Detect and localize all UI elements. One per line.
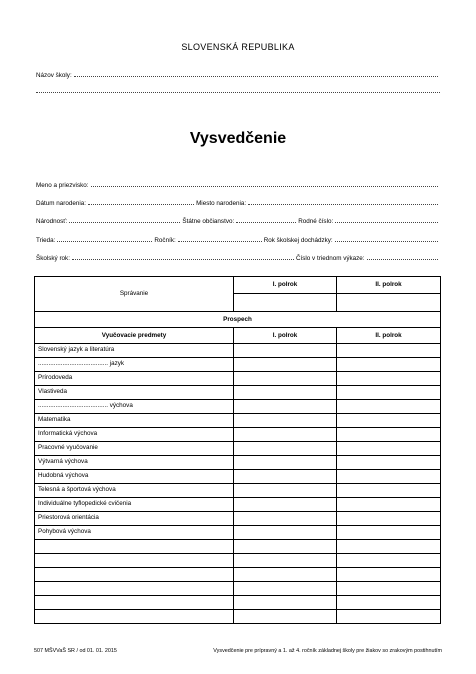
subject-row <box>35 610 441 624</box>
citizenship-line[interactable] <box>236 216 296 223</box>
grade-half1-cell[interactable] <box>234 526 337 540</box>
subject-name: Hudobná výchova <box>35 470 234 484</box>
subject-name: Matematika <box>35 414 234 428</box>
grade-half1-cell[interactable] <box>234 428 337 442</box>
grade-half2-cell[interactable] <box>337 526 441 540</box>
name-line[interactable] <box>91 180 439 187</box>
grade-half1-cell[interactable] <box>234 498 337 512</box>
class-line[interactable] <box>57 235 152 242</box>
school-year-row <box>36 253 440 262</box>
grade-half2-cell[interactable] <box>337 498 441 512</box>
grade-half2-cell[interactable] <box>337 540 441 554</box>
subject-name: Individuálne tyflopedické cvičenia <box>35 498 234 512</box>
grade-half2-cell[interactable] <box>337 582 441 596</box>
birth-place-line[interactable] <box>248 198 438 205</box>
birth-date-label: Dátum narodenia: <box>36 200 87 207</box>
grade-half2-cell[interactable] <box>337 372 441 386</box>
subjects-header: Vyučovacie predmety <box>35 328 234 344</box>
attendance-year-line[interactable] <box>335 235 438 242</box>
grade-half1-cell[interactable] <box>234 442 337 456</box>
subject-row <box>35 554 441 568</box>
school-year-label: Školský rok: <box>36 255 70 262</box>
grade-half1-cell[interactable] <box>234 484 337 498</box>
behavior-half1-cell[interactable] <box>234 294 337 312</box>
grade-half1-cell[interactable] <box>234 470 337 484</box>
grade-half1-cell[interactable] <box>234 568 337 582</box>
school-name-line[interactable] <box>74 70 438 77</box>
subject-name[interactable]: ........................................ jazyk <box>35 358 234 372</box>
grade-half2-cell[interactable] <box>337 554 441 568</box>
subject-name[interactable] <box>35 554 234 568</box>
subject-row <box>35 344 441 358</box>
country-heading: SLOVENSKÁ REPUBLIKA <box>181 42 295 52</box>
subject-row <box>35 414 441 428</box>
grade-half1-cell[interactable] <box>234 400 337 414</box>
nationality-label: Národnosť: <box>36 218 68 225</box>
school-year-line[interactable] <box>72 253 294 260</box>
birth-number-label: Rodné číslo: <box>298 218 334 225</box>
subject-row <box>35 470 441 484</box>
footer-description: Vysvedčenie pre prípravný a 1. až 4. ročník základnej školy pre žiakov so zrakovým postihnutím <box>213 648 442 654</box>
grade-half2-cell[interactable] <box>337 344 441 358</box>
subject-row <box>35 526 441 540</box>
birth-number-line[interactable] <box>335 216 438 223</box>
subject-row <box>35 582 441 596</box>
subject-name[interactable] <box>35 568 234 582</box>
behavior-label: Správanie <box>35 277 234 312</box>
subject-name: Informatická výchova <box>35 428 234 442</box>
subject-row <box>35 512 441 526</box>
school-name-line-2[interactable] <box>36 92 440 93</box>
grade-half1-cell[interactable] <box>234 554 337 568</box>
subject-name: Pracovné vyučovanie <box>35 442 234 456</box>
subject-row <box>35 358 441 372</box>
subject-name[interactable] <box>35 540 234 554</box>
progress-heading: Prospech <box>35 312 441 328</box>
grade-half2-cell[interactable] <box>337 428 441 442</box>
grade-half1-cell[interactable] <box>234 610 337 624</box>
subject-name[interactable]: ........................................ výchova <box>35 400 234 414</box>
subject-name[interactable] <box>35 582 234 596</box>
school-name-label: Názov školy: <box>36 72 72 79</box>
subject-name: Výtvarná výchova <box>35 456 234 470</box>
grade-half2-cell[interactable] <box>337 414 441 428</box>
register-number-line[interactable] <box>367 253 438 260</box>
nationality-line[interactable] <box>69 216 180 223</box>
subject-row <box>35 456 441 470</box>
subject-row <box>35 498 441 512</box>
progress-half2-header: II. polrok <box>337 328 441 344</box>
behavior-half2-header: II. polrok <box>337 277 441 294</box>
behavior-half1-header: I. polrok <box>234 277 337 294</box>
class-row <box>36 235 440 244</box>
grade-half2-cell[interactable] <box>337 456 441 470</box>
class-label: Trieda: <box>36 237 56 244</box>
grade-half1-cell[interactable] <box>234 512 337 526</box>
subject-row <box>35 400 441 414</box>
subject-name: Priestorová orientácia <box>35 512 234 526</box>
subject-name: Vlastiveda <box>35 386 234 400</box>
subject-row <box>35 428 441 442</box>
subject-row <box>35 568 441 582</box>
behavior-half2-cell[interactable] <box>337 294 441 312</box>
footer-form-code: 507 MŠVVaŠ SR / od 01. 01. 2015 <box>34 648 117 654</box>
subject-row <box>35 372 441 386</box>
grade-half1-cell[interactable] <box>234 344 337 358</box>
subject-name[interactable] <box>35 610 234 624</box>
grade-half2-cell[interactable] <box>337 470 441 484</box>
grade-year-line[interactable] <box>178 235 262 242</box>
grade-half1-cell[interactable] <box>234 414 337 428</box>
subject-row <box>35 442 441 456</box>
subject-name: Slovenský jazyk a literatúra <box>35 344 234 358</box>
register-number-label: Číslo v triednom výkaze: <box>295 255 365 262</box>
name-field <box>36 180 440 189</box>
citizenship-label: Štátne občianstvo: <box>182 218 235 225</box>
school-name-field <box>36 70 440 79</box>
subject-name: Pohybová výchova <box>35 526 234 540</box>
subject-row <box>35 386 441 400</box>
subject-row <box>35 484 441 498</box>
grade-half2-cell[interactable] <box>337 512 441 526</box>
grade-half1-cell[interactable] <box>234 582 337 596</box>
subject-name: Telesná a športová výchova <box>35 484 234 498</box>
grade-half2-cell[interactable] <box>337 400 441 414</box>
grade-half2-cell[interactable] <box>337 386 441 400</box>
grades-table <box>34 276 441 624</box>
attendance-year-label: Rok školskej dochádzky: <box>263 237 333 244</box>
name-label: Meno a priezvisko: <box>36 182 89 189</box>
subject-name: Prírodoveda <box>35 372 234 386</box>
grade-half2-cell[interactable] <box>337 358 441 372</box>
grade-half2-cell[interactable] <box>337 596 441 610</box>
document-title: Vysvedčenie <box>189 130 287 147</box>
grade-half1-cell[interactable] <box>234 372 337 386</box>
grade-half1-cell[interactable] <box>234 386 337 400</box>
grade-half2-cell[interactable] <box>337 442 441 456</box>
progress-half1-header: I. polrok <box>234 328 337 344</box>
grade-half1-cell[interactable] <box>234 540 337 554</box>
birth-place-label: Miesto narodenia: <box>196 200 247 207</box>
grade-half2-cell[interactable] <box>337 484 441 498</box>
subject-row <box>35 540 441 554</box>
nationality-row <box>36 216 440 225</box>
grade-half2-cell[interactable] <box>337 568 441 582</box>
grade-half2-cell[interactable] <box>337 610 441 624</box>
grade-half1-cell[interactable] <box>234 358 337 372</box>
grade-half1-cell[interactable] <box>234 456 337 470</box>
grade-half1-cell[interactable] <box>234 596 337 610</box>
birth-row <box>36 198 440 207</box>
birth-date-line[interactable] <box>88 198 194 205</box>
subject-row <box>35 596 441 610</box>
subject-name[interactable] <box>35 596 234 610</box>
grade-year-label: Ročník: <box>154 237 176 244</box>
